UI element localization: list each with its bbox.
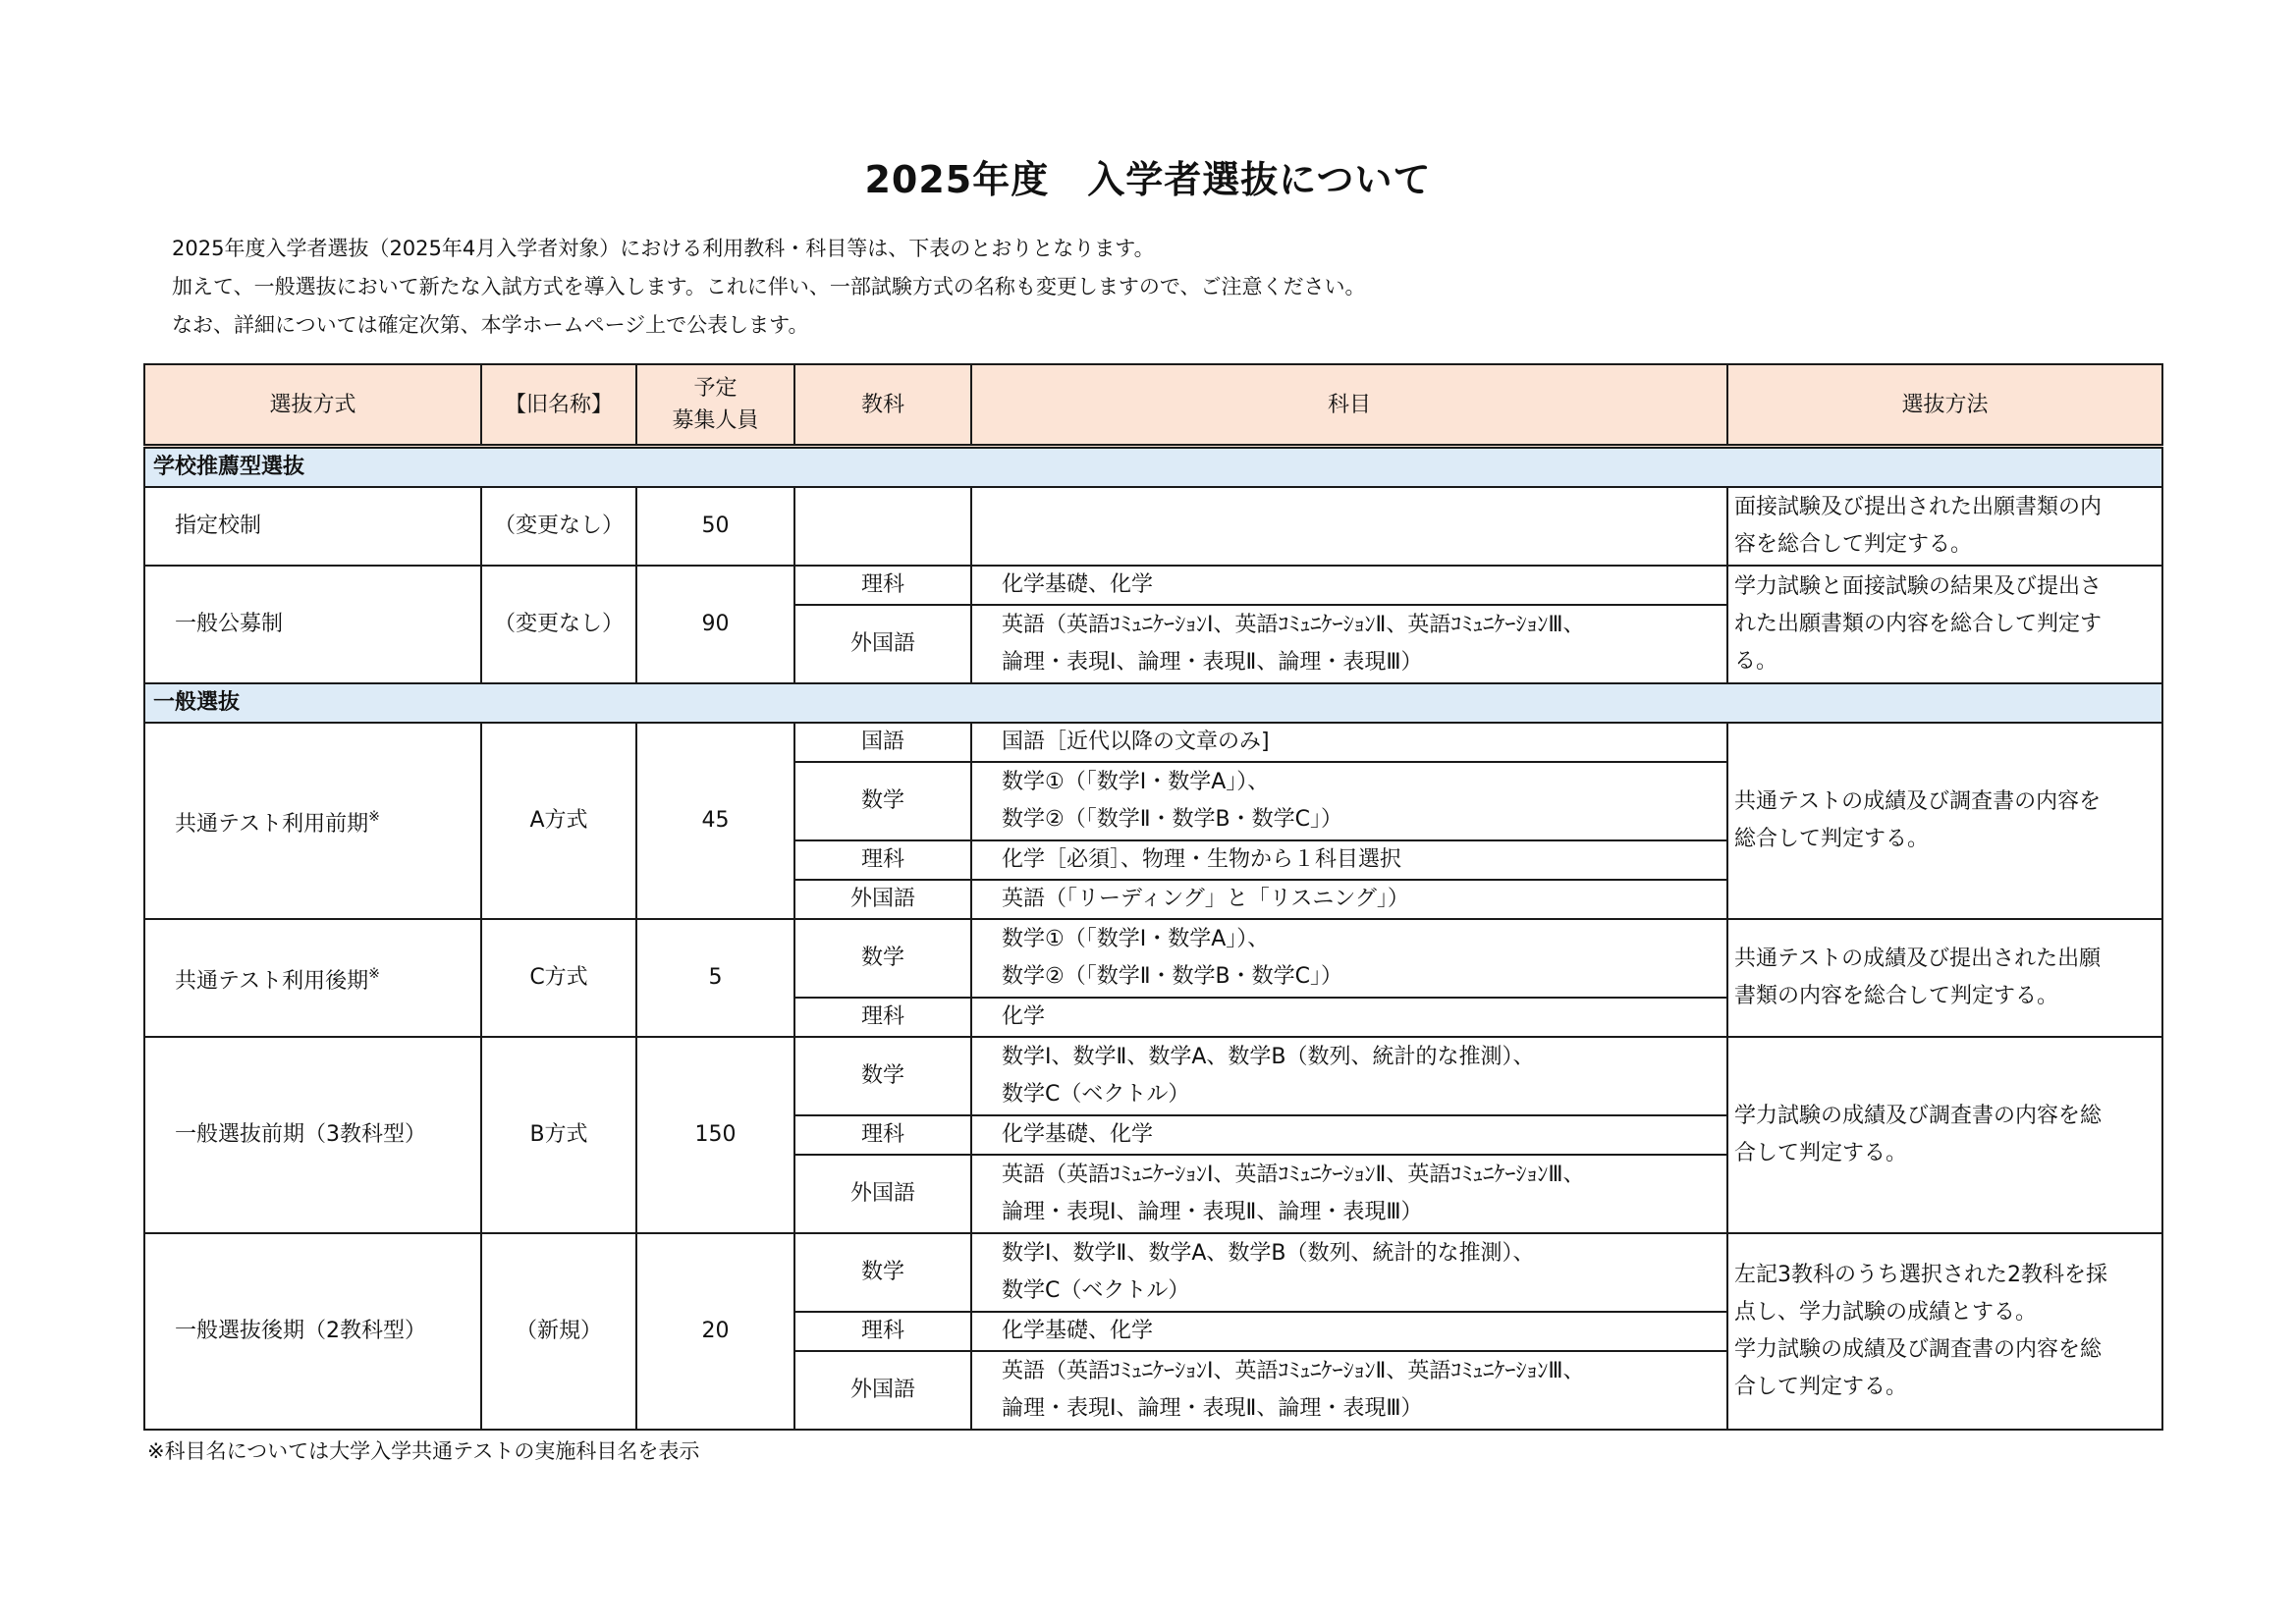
old-name: （新規） xyxy=(481,1233,636,1430)
capacity: 150 xyxy=(636,1037,794,1233)
method-line: 面接試験及び提出された出願書類の内 xyxy=(1734,495,2103,519)
subject-area: 理科 xyxy=(794,1312,971,1351)
selection-method xyxy=(1727,723,2162,919)
method-name: 指定校制 xyxy=(144,487,481,566)
selection-method xyxy=(1727,487,2162,566)
page-title: 2025年度 入学者選抜について xyxy=(864,158,1432,201)
table-header-row xyxy=(144,364,2162,447)
table-row xyxy=(144,723,2162,762)
old-name: C方式 xyxy=(481,919,636,1037)
subject-line: 数学C（ベクトル） xyxy=(1002,1278,1190,1303)
subject-area: 外国語 xyxy=(794,605,971,683)
subject-line: 論理・表現Ⅰ、論理・表現Ⅱ、論理・表現Ⅲ） xyxy=(1002,650,1423,675)
intro-line: 2025年度入学者選抜（2025年4月入学者対象）における利用教科・科目等は、下表のとおりとなります。 xyxy=(172,237,1155,260)
subjects xyxy=(971,1233,1727,1312)
selection-method xyxy=(1727,566,2162,683)
subjects xyxy=(971,762,1727,840)
subject-area: 国語 xyxy=(794,723,971,762)
table-row xyxy=(144,566,2162,605)
section-label: 学校推薦型選抜 xyxy=(144,447,2162,488)
method-name-text: 共通テスト利用後期 xyxy=(175,969,369,994)
header-capacity-line: 予定 xyxy=(693,376,738,401)
capacity: 5 xyxy=(636,919,794,1037)
header-capacity xyxy=(636,364,794,447)
footnote-mark: ※ xyxy=(368,966,380,982)
method-line: 総合して判定する。 xyxy=(1734,827,1930,851)
method-line: 左記3教科のうち選択された2教科を採 xyxy=(1734,1263,2107,1287)
subjects: 化学［必須］、物理・生物から１科目選択 xyxy=(971,840,1727,880)
subject-area: 外国語 xyxy=(794,880,971,919)
subjects: 化学基礎、化学 xyxy=(971,1312,1727,1351)
header-method: 選抜方式 xyxy=(144,364,481,447)
method-line: 学力試験の成績及び調査書の内容を総 xyxy=(1734,1104,2103,1128)
subjects-empty xyxy=(971,487,1727,566)
intro-line: なお、詳細については確定次第、本学ホームページ上で公表します。 xyxy=(172,313,809,337)
header-selection-method: 選抜方法 xyxy=(1727,364,2162,447)
header-capacity-line: 募集人員 xyxy=(672,408,759,433)
method-line: 点し、学力試験の成績とする。 xyxy=(1734,1300,2038,1325)
selection-method xyxy=(1727,1037,2162,1233)
subject-area: 理科 xyxy=(794,1115,971,1155)
subject-line: 数学C（ベクトル） xyxy=(1002,1082,1190,1107)
subject-line: 論理・表現Ⅰ、論理・表現Ⅱ、論理・表現Ⅲ） xyxy=(1002,1200,1423,1224)
method-name: 一般選抜前期（3教科型） xyxy=(144,1037,481,1233)
subject-area: 数学 xyxy=(794,919,971,998)
intro-text xyxy=(172,230,2136,345)
method-line: れた出願書類の内容を総合して判定す xyxy=(1734,612,2103,636)
subject-line: 論理・表現Ⅰ、論理・表現Ⅱ、論理・表現Ⅲ） xyxy=(1002,1396,1423,1421)
header-subjects: 科目 xyxy=(971,364,1727,447)
selection-method xyxy=(1727,919,2162,1037)
subject-area-empty xyxy=(794,487,971,566)
footnote: ※科目名については大学入学共通テストの実施科目名を表示 xyxy=(147,1439,700,1463)
method-name: 一般公募制 xyxy=(144,566,481,683)
header-old-name: 【旧名称】 xyxy=(481,364,636,447)
section-row xyxy=(144,683,2162,723)
old-name: （変更なし） xyxy=(481,566,636,683)
subject-line: 数学①（「数学Ⅰ・数学A」）、 xyxy=(1002,927,1270,951)
table-row xyxy=(144,1037,2162,1115)
method-line: 学力試験と面接試験の結果及び提出さ xyxy=(1734,574,2103,599)
table-row xyxy=(144,1233,2162,1312)
subject-area: 数学 xyxy=(794,762,971,840)
method-line: 共通テストの成績及び調査書の内容を xyxy=(1734,789,2102,814)
subject-line: 英語（英語ｺﾐｭﾆｹｰｼｮﾝⅠ、英語ｺﾐｭﾆｹｰｼｮﾝⅡ、英語ｺﾐｭﾆｹｰｼｮﾝⅢ、 xyxy=(1002,1163,1585,1187)
subject-line: 数学②（「数学Ⅱ・数学B・数学C」） xyxy=(1002,807,1343,832)
subjects: 化学基礎、化学 xyxy=(971,1115,1727,1155)
method-name: 一般選抜後期（2教科型） xyxy=(144,1233,481,1430)
method-line: 合して判定する。 xyxy=(1734,1141,1908,1165)
method-line: 共通テストの成績及び提出された出願 xyxy=(1734,947,2102,971)
subject-line: 数学①（「数学Ⅰ・数学A」）、 xyxy=(1002,770,1270,794)
subjects xyxy=(971,1351,1727,1430)
subject-area: 理科 xyxy=(794,566,971,605)
footnote-mark: ※ xyxy=(368,809,380,825)
subjects xyxy=(971,605,1727,683)
subject-line: 数学②（「数学Ⅱ・数学B・数学C」） xyxy=(1002,964,1343,989)
method-line: 合して判定する。 xyxy=(1734,1375,1908,1399)
old-name: A方式 xyxy=(481,723,636,919)
old-name: （変更なし） xyxy=(481,487,636,566)
subject-line: 数学Ⅰ、数学Ⅱ、数学A、数学B（数列、統計的な推測）、 xyxy=(1002,1045,1535,1069)
subjects xyxy=(971,1037,1727,1115)
method-name xyxy=(144,919,481,1037)
table-row xyxy=(144,487,2162,566)
method-line: る。 xyxy=(1734,649,1778,674)
subject-area: 外国語 xyxy=(794,1351,971,1430)
method-name-text: 共通テスト利用前期 xyxy=(175,812,369,837)
selection-table xyxy=(143,363,2163,1431)
method-line: 学力試験の成績及び調査書の内容を総 xyxy=(1734,1337,2103,1362)
subject-area: 外国語 xyxy=(794,1155,971,1233)
intro-line: 加えて、一般選抜において新たな入試方式を導入します。これに伴い、一部試験方式の名称も変更しますので、ご注意ください。 xyxy=(172,275,1366,298)
subject-area: 数学 xyxy=(794,1233,971,1312)
capacity: 45 xyxy=(636,723,794,919)
subject-line: 英語（英語ｺﾐｭﾆｹｰｼｮﾝⅠ、英語ｺﾐｭﾆｹｰｼｮﾝⅡ、英語ｺﾐｭﾆｹｰｼｮﾝⅢ、 xyxy=(1002,1359,1585,1383)
capacity: 20 xyxy=(636,1233,794,1430)
method-line: 書類の内容を総合して判定する。 xyxy=(1734,984,2059,1008)
section-row xyxy=(144,447,2162,488)
header-subject-area: 教科 xyxy=(794,364,971,447)
method-name xyxy=(144,723,481,919)
subjects: 国語［近代以降の文章のみ] xyxy=(971,723,1727,762)
subjects xyxy=(971,1155,1727,1233)
subject-line: 数学Ⅰ、数学Ⅱ、数学A、数学B（数列、統計的な推測）、 xyxy=(1002,1241,1535,1266)
capacity: 50 xyxy=(636,487,794,566)
section-label: 一般選抜 xyxy=(144,683,2162,723)
capacity: 90 xyxy=(636,566,794,683)
selection-method xyxy=(1727,1233,2162,1430)
subjects: 英語（「リーディング」と「リスニング」） xyxy=(971,880,1727,919)
method-line: 容を総合して判定する。 xyxy=(1734,532,1973,557)
subject-line: 英語（英語ｺﾐｭﾆｹｰｼｮﾝⅠ、英語ｺﾐｭﾆｹｰｼｮﾝⅡ、英語ｺﾐｭﾆｹｰｼｮﾝⅢ、 xyxy=(1002,613,1585,637)
table-row xyxy=(144,919,2162,998)
subjects: 化学 xyxy=(971,998,1727,1037)
subject-area: 理科 xyxy=(794,840,971,880)
old-name: B方式 xyxy=(481,1037,636,1233)
subjects xyxy=(971,919,1727,998)
subject-area: 数学 xyxy=(794,1037,971,1115)
subjects: 化学基礎、化学 xyxy=(971,566,1727,605)
subject-area: 理科 xyxy=(794,998,971,1037)
